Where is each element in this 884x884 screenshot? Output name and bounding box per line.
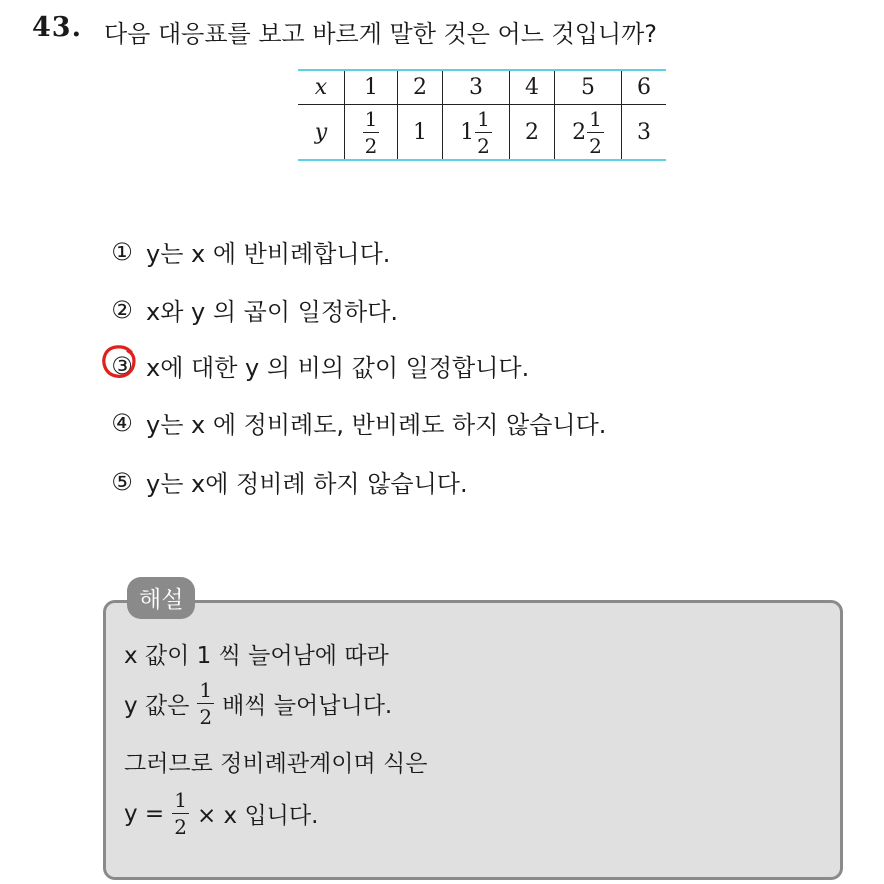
- y-cell: 2: [510, 105, 555, 161]
- table-row-x: [298, 70, 666, 105]
- fraction: $\frac{1}{2}$: [364, 106, 378, 158]
- explanation-line-1: x 값이 1 씩 늘어남에 따라: [124, 643, 389, 669]
- y-cell: 3: [622, 105, 667, 161]
- x-cell: 3: [443, 70, 510, 105]
- x-cell: 4: [510, 70, 555, 105]
- fraction: $\frac{1}{2}$: [477, 106, 490, 158]
- table-row-y: [298, 105, 666, 161]
- choice-text: y는 x 에 정비례도, 반비례도 하지 않습니다.: [146, 411, 607, 439]
- correspondence-table: [298, 69, 666, 161]
- selected-answer-circle: [101, 343, 137, 379]
- x-cell: 6: [622, 70, 667, 105]
- x-header: x: [298, 70, 345, 105]
- x-cell: 5: [555, 70, 622, 105]
- y-cell: 1 $\frac{1}{2}$: [443, 105, 510, 161]
- y-cell: [345, 105, 398, 161]
- choice-text: x와 y 의 곱이 일정하다.: [146, 298, 399, 326]
- choice-text: y는 x 에 반비례합니다.: [146, 240, 391, 268]
- choice-mark: ⑤: [111, 467, 133, 496]
- question-text: 다음 대응표를 보고 바르게 말한 것은 어느 것입니까?: [104, 20, 658, 48]
- choice-5[interactable]: [108, 464, 468, 499]
- fraction: $\frac{1}{2}$: [199, 678, 213, 729]
- choice-3[interactable]: [108, 348, 529, 383]
- fraction: $\frac{1}{2}$: [589, 106, 602, 158]
- explanation-line-3: 그러므로 정비례관계이며 식은: [124, 751, 428, 777]
- choice-2[interactable]: [108, 292, 398, 327]
- choice-text: x에 대한 y 의 비의 값이 일정합니다.: [146, 354, 530, 382]
- choice-mark: ④: [111, 408, 133, 437]
- choice-text: y는 x에 정비례 하지 않습니다.: [146, 470, 468, 498]
- x-cell: 2: [398, 70, 443, 105]
- y-cell: 1: [398, 105, 443, 161]
- choice-4[interactable]: [108, 405, 606, 440]
- y-cell: 2 $\frac{1}{2}$: [555, 105, 622, 161]
- x-cell: 1: [345, 70, 398, 105]
- fraction: $\frac{1}{2}$: [174, 788, 187, 839]
- choice-mark: ①: [111, 237, 133, 266]
- question-number: 43.: [32, 12, 82, 43]
- choice-1[interactable]: [108, 234, 390, 269]
- choice-mark: ③: [111, 351, 133, 380]
- choice-mark: ②: [111, 295, 133, 324]
- explanation-line-2: y 값은 $\frac{1}{2}$ 배씩 늘어납니다.: [124, 678, 393, 729]
- y-header: y: [298, 105, 345, 161]
- explanation-line-4: y = $\frac{1}{2}$ × x 입니다.: [124, 788, 319, 839]
- explanation-tab: 해설: [127, 577, 195, 619]
